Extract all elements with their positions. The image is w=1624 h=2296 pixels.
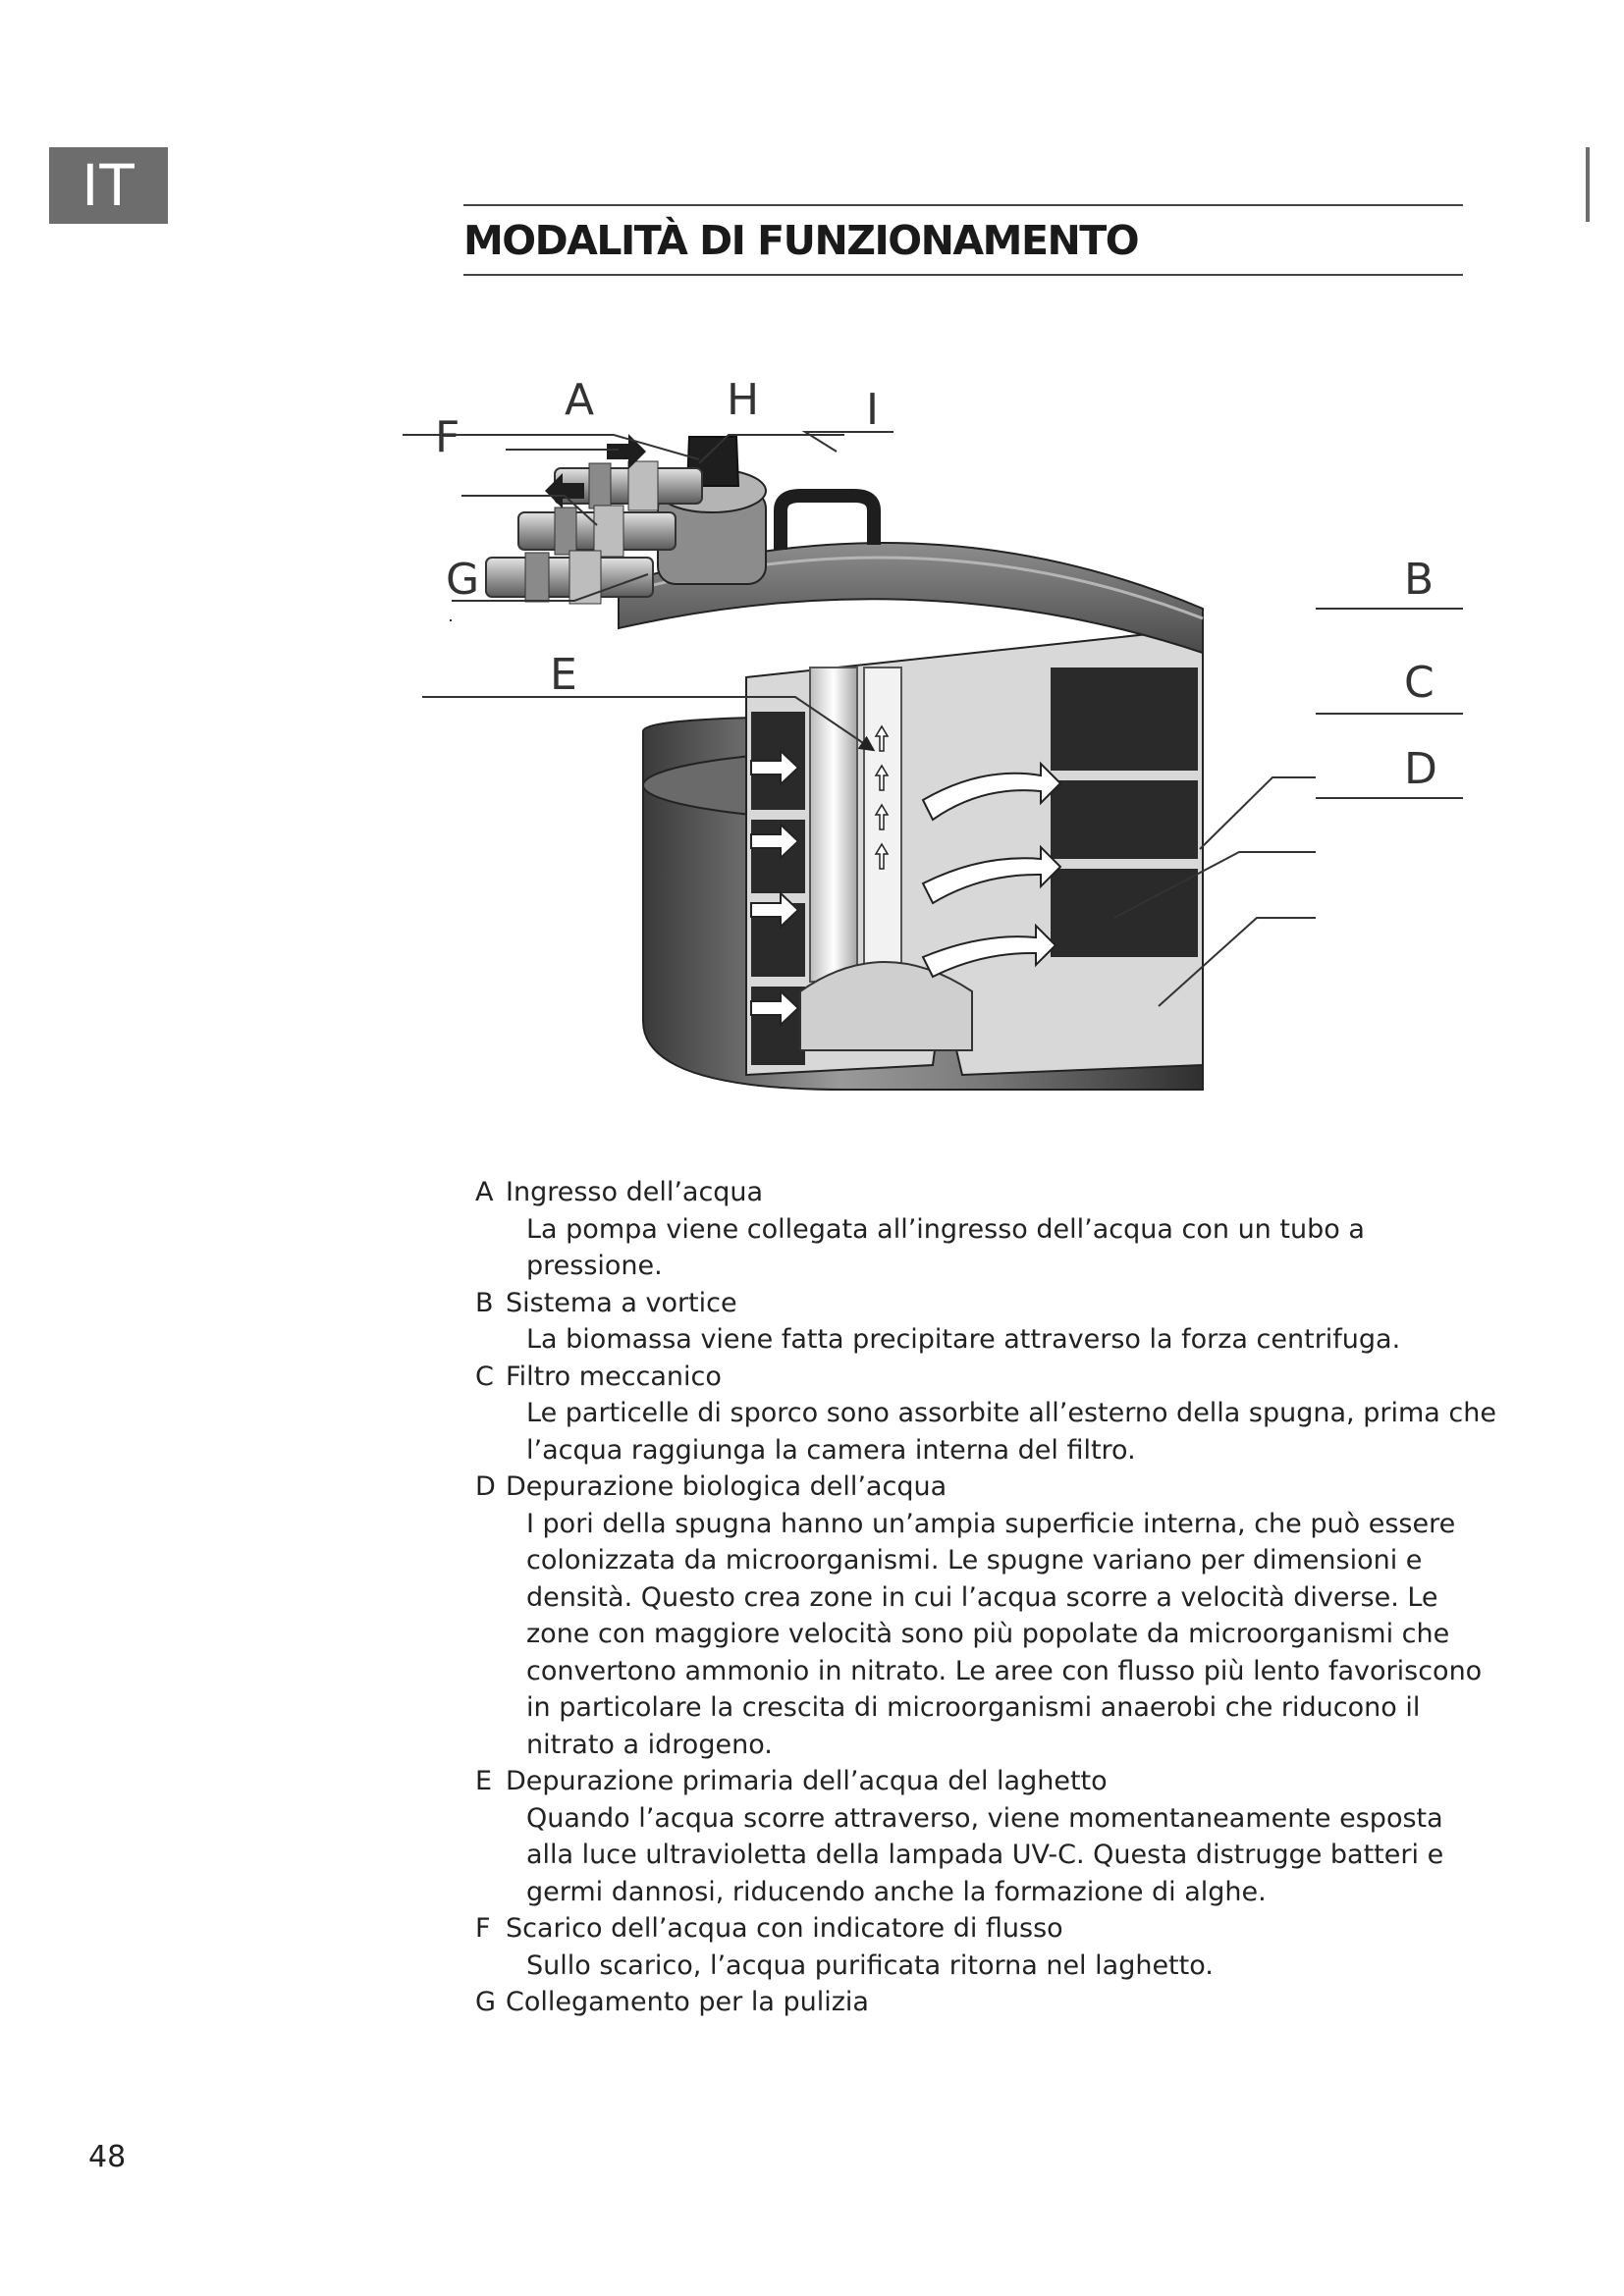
legend-letter: F (475, 1913, 491, 1944)
legend-entry-b (475, 1285, 1496, 1359)
callout-a: A (565, 375, 595, 425)
pipe-cleaning-g (486, 551, 653, 604)
title-rule-top (463, 204, 1463, 206)
callout-h: H (727, 375, 760, 425)
page-number: 48 (88, 2140, 127, 2174)
legend-title: Scarico dell’acqua con indicatore di flusso (506, 1913, 1063, 1944)
legend-entry-d (475, 1468, 1496, 1763)
legend-title: Depurazione biologica dell’acqua (506, 1471, 947, 1502)
legend-letter: C (475, 1361, 494, 1392)
legend-title: Sistema a vortice (506, 1287, 737, 1318)
legend-letter: A (475, 1177, 494, 1207)
legend-entry-a (475, 1174, 1496, 1285)
pipe-outlet-f (518, 506, 676, 557)
legend-title: Ingresso dell’acqua (506, 1177, 764, 1207)
legend-title: Collegamento per la pulizia (506, 1987, 869, 2017)
legend-entry-e (475, 1763, 1496, 1910)
callout-b: B (1404, 555, 1435, 605)
legend-description: Sullo scarico, l’acqua purificata ritorna nel laghetto. (526, 1949, 1214, 1981)
legend-entry-c (475, 1359, 1496, 1469)
callout-g: G (446, 555, 480, 605)
legend-list (475, 1174, 1496, 2021)
legend-entry-f (475, 1910, 1496, 1984)
callout-c: C (1404, 658, 1435, 708)
legend-letter: E (475, 1766, 493, 1796)
legend-title: Filtro meccanico (506, 1361, 722, 1392)
callout-e: E (550, 650, 577, 700)
margin-bar (1586, 147, 1590, 222)
legend-description: I pori della spugna hanno un’ampia superficie interna, che può essere colonizzata da microorganismi. Le spugne variano per dimensioni e densità. Questo crea zone in cui l’acqua scorre a velocità diverse. Le zone con maggiore velocità sono più popolate da microorganismi che convertono ammonio in nitrato. Le aree con flusso più lento favoriscono in particolare la crescita di microorganismi anaerobi che riducono il nitrato a idrogeno. (526, 1508, 1483, 1760)
legend-title: Depurazione primaria dell’acqua del laghetto (506, 1766, 1108, 1796)
legend-letter: D (475, 1471, 496, 1502)
top-handle-i (781, 496, 874, 550)
callout-d: D (1404, 744, 1437, 794)
callout-f: F (435, 412, 460, 462)
callout-i: I (866, 385, 879, 435)
page-title: MODALITÀ DI FUNZIONAMENTO (463, 217, 1139, 264)
legend-entry-g (475, 1984, 1496, 2021)
legend-description: Quando l’acqua scorre attraverso, viene momentaneamente esposta alla luce ultravioletta della lampada UV-C. Questa distrugge batteri e germi dannosi, riducendo anche la formazione di alghe. (526, 1802, 1444, 1907)
language-tab: IT (49, 147, 168, 224)
legend-description: Le particelle di sporco sono assorbite all’esterno della spugna, prima che l’acqua raggiunga la camera interna del filtro. (526, 1398, 1496, 1466)
legend-description: La biomassa viene fatta precipitare attraverso la forza centrifuga. (526, 1324, 1401, 1355)
uv-lamp (810, 667, 857, 982)
filter-diagram (435, 373, 1473, 1119)
legend-letter: G (475, 1987, 496, 2017)
legend-letter: B (475, 1287, 494, 1318)
title-rule-bottom (463, 274, 1463, 276)
legend-description: La pompa viene collegata all’ingresso dell’acqua con un tubo a pressione. (526, 1213, 1365, 1281)
